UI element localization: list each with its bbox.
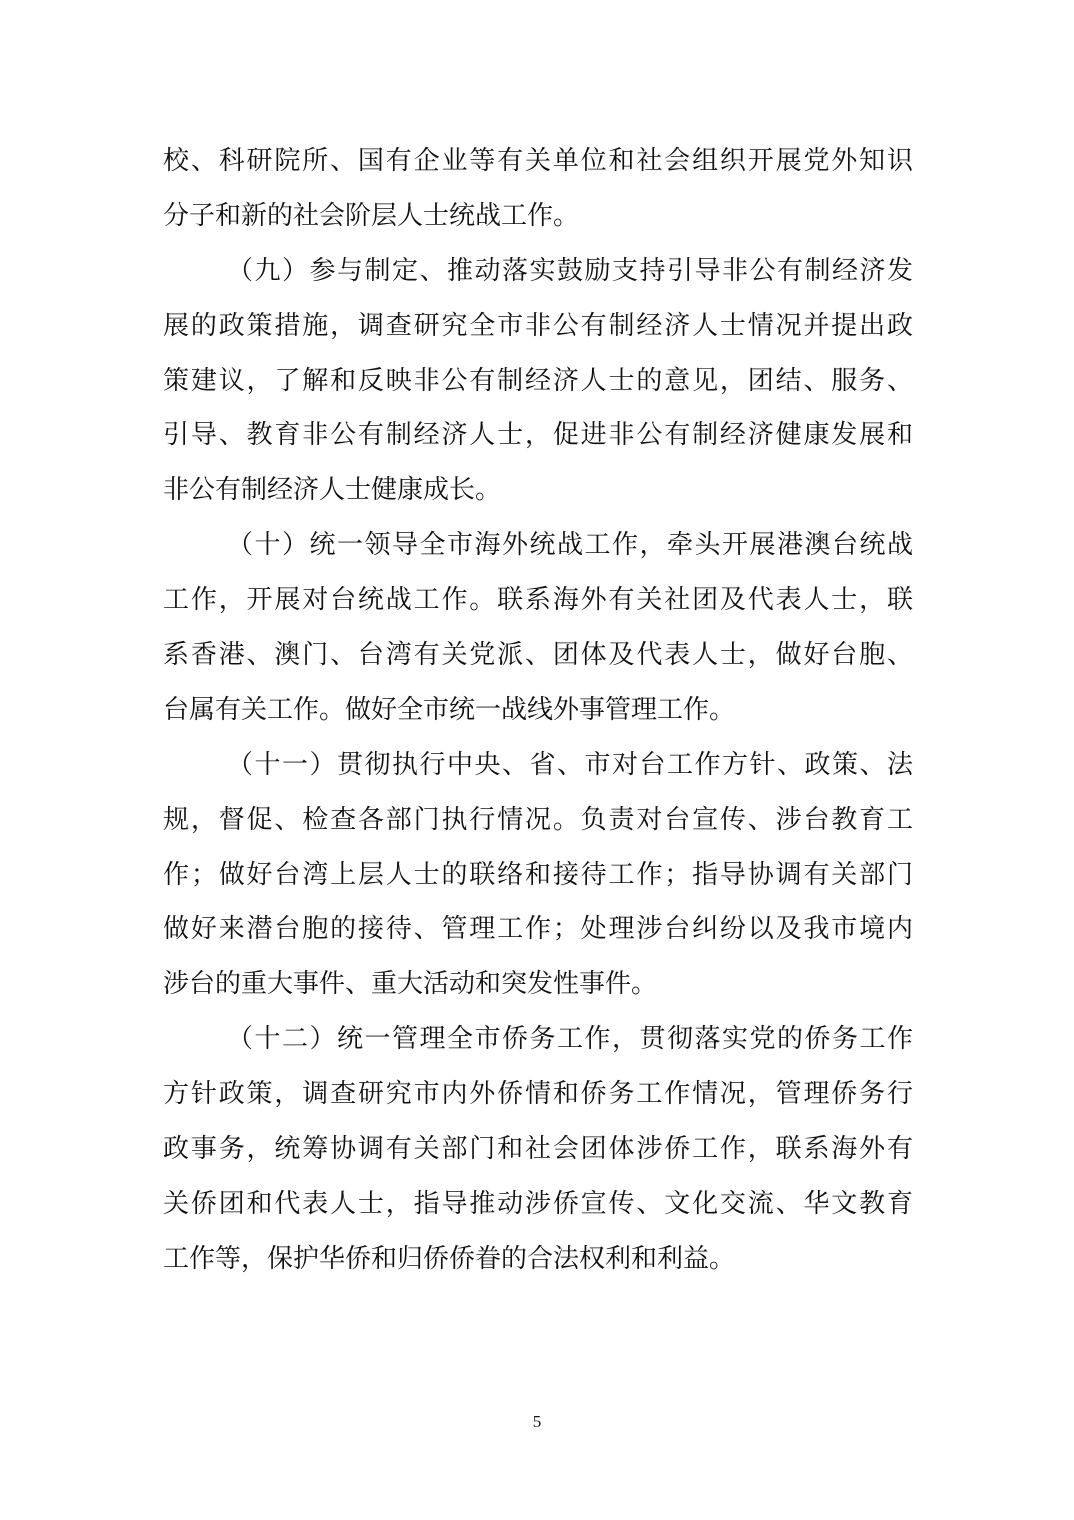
text-line: 做好来潜台胞的接待、管理工作；处理涉台纠纷以及我市境内	[163, 914, 913, 945]
paragraph-9-first-line: （九）参与制定、推动落实鼓励支持引导非公有制经济发	[227, 255, 913, 286]
text-line: 方针政策，调查研究市内外侨情和侨务工作情况，管理侨务行	[163, 1079, 913, 1110]
text-line: 校、科研院所、国有企业等有关单位和社会组织开展党外知识	[163, 146, 913, 176]
text-line: 关侨团和代表人士，指导推动涉侨宣传、文化交流、华文教育	[163, 1188, 913, 1219]
body-text	[163, 134, 913, 1287]
text-line: 工作，开展对台统战工作。联系海外有关社团及代表人士，联	[163, 585, 913, 616]
text-line: 作；做好台湾上层人士的联络和接待工作；指导协调有关部门	[163, 859, 913, 890]
text-line: 规，督促、检查各部门执行情况。负责对台宣传、涉台教育工	[163, 804, 913, 835]
text-line: 策建议，了解和反映非公有制经济人士的意见，团结、服务、	[163, 365, 913, 396]
paragraph-11-first-line: （十一）贯彻执行中央、省、市对台工作方针、政策、法	[227, 749, 913, 780]
paragraph-10-first-line: （十）统一领导全市海外统战工作，牵头开展港澳台统战	[227, 530, 913, 561]
text-line: 引导、教育非公有制经济人士，促进非公有制经济健康发展和	[163, 420, 913, 451]
text-line: 系香港、澳门、台湾有关党派、团体及代表人士，做好台胞、	[163, 640, 913, 671]
text-line: 非公有制经济人士健康成长。	[163, 475, 502, 506]
text-line: 展的政策措施，调查研究全市非公有制经济人士情况并提出政	[163, 310, 913, 341]
page-number: 5	[532, 1412, 542, 1431]
text-line: 涉台的重大事件、重大活动和突发性事件。	[163, 969, 658, 1000]
text-line: 政事务，统筹协调有关部门和社会团体涉侨工作，联系海外有	[163, 1134, 913, 1165]
paragraph-12-first-line: （十二）统一管理全市侨务工作，贯彻落实党的侨务工作	[227, 1024, 913, 1055]
text-line: 分子和新的社会阶层人士统战工作。	[163, 200, 580, 231]
text-line: 工作等，保护华侨和归侨侨眷的合法权利和利益。	[163, 1243, 736, 1274]
text-line: 台属有关工作。做好全市统一战线外事管理工作。	[163, 694, 736, 725]
